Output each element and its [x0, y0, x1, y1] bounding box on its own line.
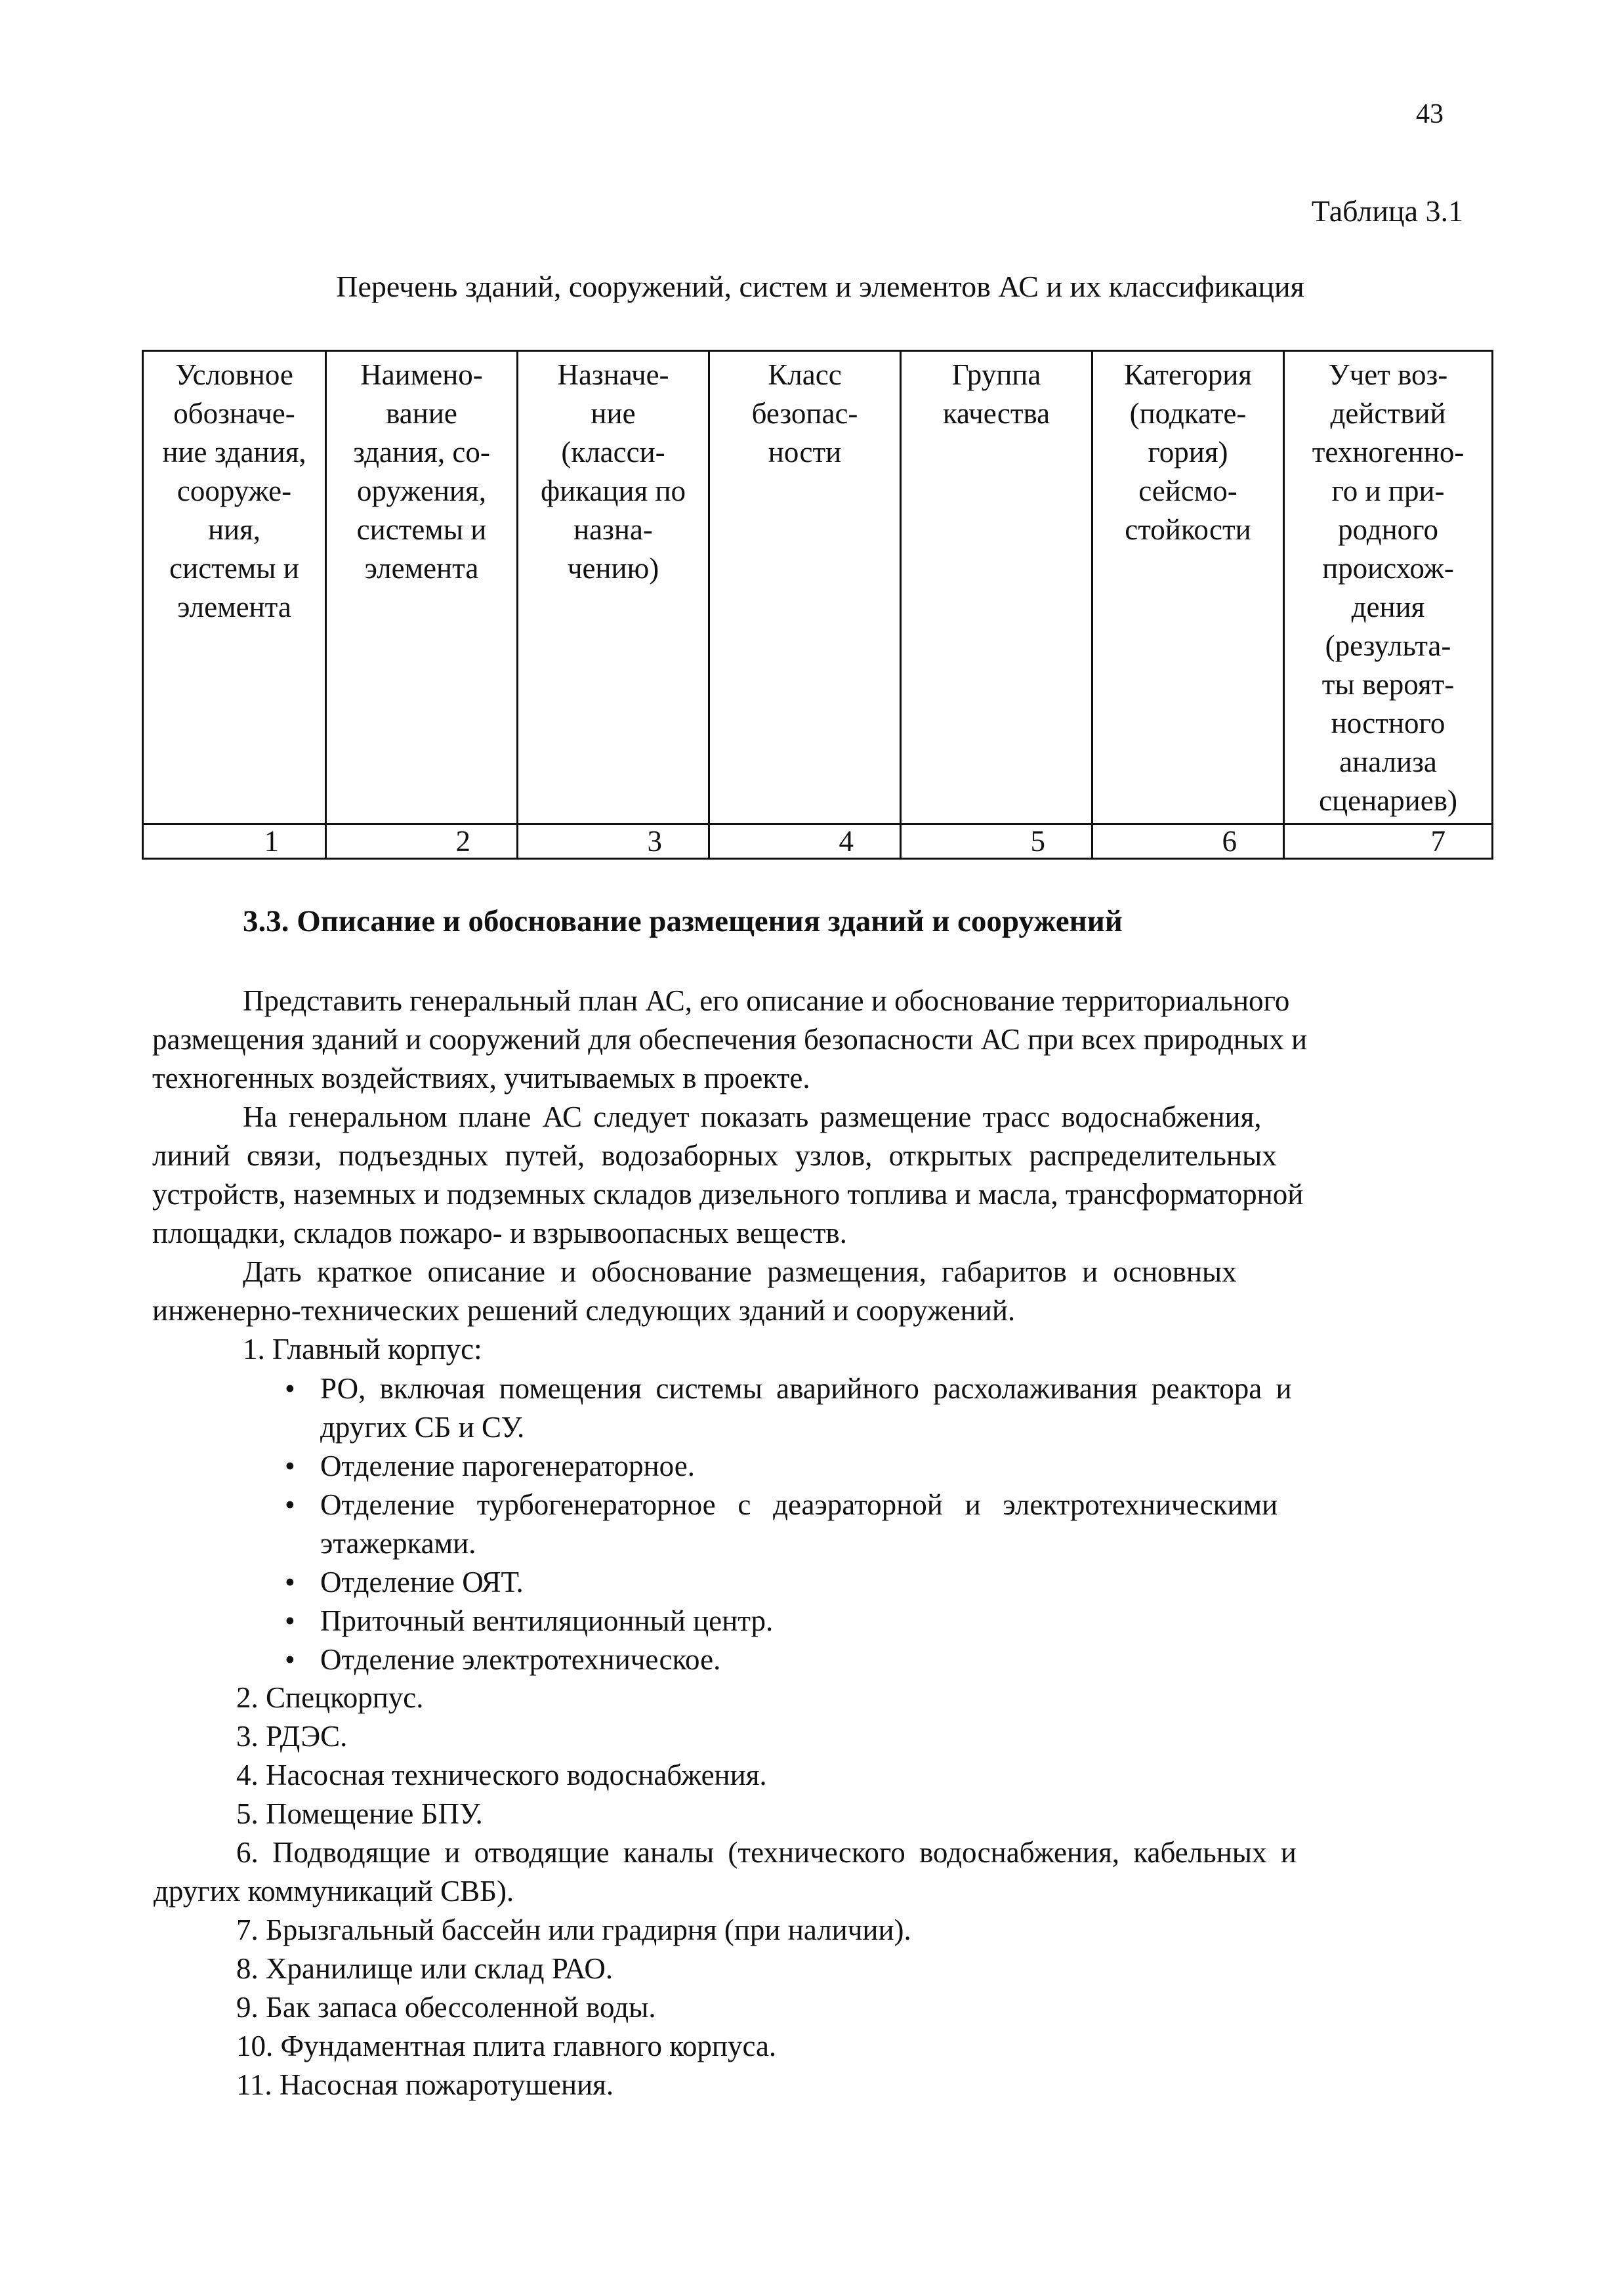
page-number: 43 [1416, 99, 1444, 129]
column-number: 1 [143, 824, 326, 859]
list-item: 3. РДЭС. [236, 1720, 348, 1753]
text-line: устройств, наземных и подземных складов дизельного топлива и масла, трансформаторной [152, 1178, 1304, 1211]
header-quality-group: Группа качества [901, 351, 1092, 824]
bullet-item: • РО, включая помещения системы аварийного расхолаживания реактора и других СБ и СУ. [276, 1369, 1466, 1447]
list-item-continuation: других коммуникаций СВБ). [154, 1875, 514, 1908]
header-name: Наимено- вание здания, со- оружения, системы и элемента [326, 351, 518, 824]
bullet-icon: • [285, 1450, 295, 1482]
list-item: 10. Фундаментная плита главного корпуса. [236, 2030, 777, 2062]
list-item: 11. Насосная пожаротушения. [236, 2068, 614, 2101]
column-number: 7 [1284, 824, 1493, 859]
bullet-item: • Отделение ОЯТ. [276, 1563, 1466, 1602]
table-label: Таблица 3.1 [1311, 194, 1463, 228]
section-heading: 3.3. Описание и обоснование размещения зданий и сооружений [243, 904, 1123, 938]
column-number: 5 [901, 824, 1092, 859]
classification-table [142, 350, 1493, 860]
bullet-item: • Отделение парогенераторное. [276, 1447, 1466, 1486]
bullet-item: • Отделение турбогенераторное с деаэраторной и электротехническими этажерками. [276, 1486, 1466, 1563]
list-item: 4. Насосная технического водоснабжения. [236, 1759, 767, 1791]
paragraph-plan-contents [152, 1098, 1465, 1253]
text-line: площадки, складов пожаро- и взрывоопасных веществ. [152, 1217, 847, 1249]
header-designation: Условное обозначе- ние здания, сооруже- ния, системы и элемента [143, 351, 326, 824]
text-line: техногенных воздействиях, учитываемых в проекте. [152, 1062, 810, 1095]
list-item: 5. Помещение БПУ. [236, 1797, 483, 1830]
bullet-icon: • [285, 1643, 295, 1676]
text-line: На генеральном плане АС следует показать размещение трасс водоснабжения, [243, 1100, 1262, 1133]
paragraph-description [152, 1253, 1465, 1369]
bullet-icon: • [285, 1604, 295, 1637]
list-item: 6. Подводящие и отводящие каналы (технического водоснабжения, кабельных и [236, 1836, 1297, 1869]
bullet-item: • Отделение электротехническое. [276, 1640, 1466, 1679]
numbered-list [154, 1679, 1470, 2104]
text-line: Дать краткое описание и обоснование размещения, габаритов и основных [243, 1255, 1237, 1288]
text-line: инженерно-технических решений следующих зданий и сооружений. [152, 1294, 1016, 1327]
list-item: 9. Бак запаса обессоленной воды. [236, 1991, 656, 2024]
list-item: 8. Хранилище или склад РАО. [236, 1952, 613, 1985]
table-header-row [143, 351, 1493, 824]
column-number: 4 [709, 824, 901, 859]
text-line: размещения зданий и сооружений для обеспечения безопасности АС при всех природных и [152, 1023, 1308, 1056]
column-number: 2 [326, 824, 518, 859]
header-safety-class: Класс безопас- ности [709, 351, 901, 824]
table-number-row [143, 824, 1493, 859]
bullet-list [276, 1369, 1466, 1679]
column-number: 3 [518, 824, 709, 859]
paragraph-general-plan [152, 982, 1465, 1098]
text-line: Представить генеральный план АС, его описание и обоснование территориального [243, 984, 1290, 1017]
list-item: 7. Брызгальный бассейн или градирня (при наличии). [236, 1913, 911, 1946]
column-number: 6 [1092, 824, 1284, 859]
header-purpose: Назначе- ние (класси- фикация по назна- чению) [518, 351, 709, 824]
header-seismic-category: Категория (подкате- гория) сейсмо- стойкости [1092, 351, 1284, 824]
bullet-icon: • [285, 1566, 295, 1598]
text-line: линий связи, подъездных путей, водозаборных узлов, открытых распределительных [152, 1139, 1277, 1172]
table-title: Перечень зданий, сооружений, систем и элементов АС и их классификация [336, 270, 1304, 303]
bullet-item: • Приточный вентиляционный центр. [276, 1602, 1466, 1640]
bullet-icon: • [285, 1488, 295, 1521]
header-impacts: Учет воз- действий техногенно- го и при- родного происхож- дения (результа- ты вероят- ностного анализа сценариев) [1284, 351, 1493, 824]
bullet-icon: • [285, 1372, 295, 1405]
list-item: 2. Спецкорпус. [236, 1681, 424, 1714]
list-item-main-building: 1. Главный корпус: [243, 1333, 482, 1366]
